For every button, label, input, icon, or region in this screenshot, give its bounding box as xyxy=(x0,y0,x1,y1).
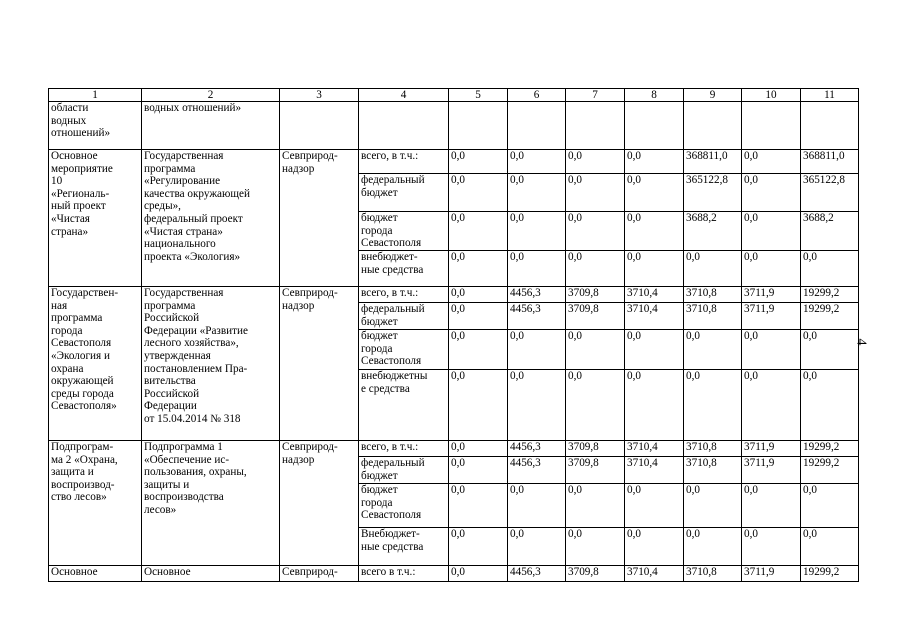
header-cell: 9 xyxy=(684,89,742,102)
row-name-cell: Подпрограм- ма 2 «Охрана, защита и воспроизвод- ство лесов» xyxy=(49,441,142,566)
funding-source-cell: бюджет города Севастополя xyxy=(359,330,449,370)
funding-source-cell: внебюджетны е средства xyxy=(359,370,449,441)
value-cell: 0,0 xyxy=(449,150,508,174)
program-cell: Государственная программа Российской Федерации «Развитие лесного хозяйства», утвержденная постановлением Пра- вительства Российской Федерации от 15.04.2014 № 318 xyxy=(142,287,280,441)
value-cell: 0,0 xyxy=(625,251,684,287)
value-cell: 3711,9 xyxy=(742,441,801,457)
value-cell: 0,0 xyxy=(449,457,508,484)
value-cell: 0,0 xyxy=(801,484,859,528)
value-cell: 0,0 xyxy=(449,174,508,212)
header-cell: 1 xyxy=(49,89,142,102)
value-cell: 0,0 xyxy=(566,484,625,528)
value-cell: 0,0 xyxy=(684,528,742,566)
value-cell: 3710,8 xyxy=(684,303,742,330)
value-cell: 0,0 xyxy=(566,251,625,287)
funding-source-cell: федеральный бюджет xyxy=(359,457,449,484)
value-cell: 3711,9 xyxy=(742,303,801,330)
value-cell: 0,0 xyxy=(801,528,859,566)
value-cell: 0,0 xyxy=(449,484,508,528)
value-cell: 0,0 xyxy=(508,484,566,528)
table-row xyxy=(49,150,859,174)
value-cell: 0,0 xyxy=(566,174,625,212)
value-cell: 0,0 xyxy=(566,150,625,174)
program-cell: Подпрограмма 1 «Обеспечение ис- пользования, охраны, защиты и воспроизводства лесов» xyxy=(142,441,280,566)
header-cell: 4 xyxy=(359,89,449,102)
executor-cell: Севприрод- xyxy=(280,566,359,582)
table-row xyxy=(49,287,859,303)
value-cell: 0,0 xyxy=(449,528,508,566)
value-cell: 0,0 xyxy=(684,330,742,370)
empty-cell xyxy=(625,102,684,150)
value-cell: 3709,8 xyxy=(566,303,625,330)
value-cell: 3710,4 xyxy=(625,457,684,484)
continuation-row xyxy=(49,102,859,150)
program-cell: Государственная программа «Регулирование качества окружающей среды», федеральный проект «Чистая страна» национального проекта «Экология» xyxy=(142,150,280,287)
executor-cell: Севприрод- надзор xyxy=(280,441,359,566)
value-cell: 3711,9 xyxy=(742,566,801,582)
empty-cell xyxy=(566,102,625,150)
value-cell: 19299,2 xyxy=(801,566,859,582)
header-cell: 3 xyxy=(280,89,359,102)
value-cell: 0,0 xyxy=(801,370,859,441)
value-cell: 3710,8 xyxy=(684,457,742,484)
header-row xyxy=(49,89,859,102)
funding-source-cell: федеральный бюджет xyxy=(359,174,449,212)
empty-cell xyxy=(280,102,359,150)
empty-cell xyxy=(508,102,566,150)
value-cell: 3710,8 xyxy=(684,566,742,582)
value-cell: 0,0 xyxy=(742,370,801,441)
value-cell: 0,0 xyxy=(449,370,508,441)
value-cell: 0,0 xyxy=(449,251,508,287)
value-cell: 0,0 xyxy=(449,441,508,457)
funding-source-cell: бюджет города Севастополя xyxy=(359,212,449,251)
value-cell: 0,0 xyxy=(449,303,508,330)
value-cell: 0,0 xyxy=(449,212,508,251)
header-cell: 6 xyxy=(508,89,566,102)
empty-cell xyxy=(684,102,742,150)
executor-cell: Севприрод- надзор xyxy=(280,287,359,441)
value-cell: 365122,8 xyxy=(801,174,859,212)
page-number: 4 xyxy=(853,338,869,346)
value-cell: 19299,2 xyxy=(801,287,859,303)
value-cell: 19299,2 xyxy=(801,441,859,457)
value-cell: 3710,4 xyxy=(625,441,684,457)
row-name-cell: Основное xyxy=(49,566,142,582)
value-cell: 3709,8 xyxy=(566,287,625,303)
value-cell: 3711,9 xyxy=(742,287,801,303)
value-cell: 365122,8 xyxy=(684,174,742,212)
value-cell: 4456,3 xyxy=(508,303,566,330)
continuation-name: области водных отношений» xyxy=(49,102,142,150)
value-cell: 3709,8 xyxy=(566,441,625,457)
value-cell: 0,0 xyxy=(508,330,566,370)
table-row xyxy=(49,566,859,582)
table-row xyxy=(49,441,859,457)
funding-source-cell: всего, в т.ч.: xyxy=(359,287,449,303)
funding-source-cell: бюджет города Севастополя xyxy=(359,484,449,528)
value-cell: 3711,9 xyxy=(742,457,801,484)
header-cell: 10 xyxy=(742,89,801,102)
value-cell: 0,0 xyxy=(508,370,566,441)
empty-cell xyxy=(801,102,859,150)
value-cell: 0,0 xyxy=(566,370,625,441)
value-cell: 0,0 xyxy=(742,150,801,174)
value-cell: 3710,8 xyxy=(684,441,742,457)
funding-source-cell: всего, в т.ч.: xyxy=(359,441,449,457)
value-cell: 0,0 xyxy=(742,174,801,212)
value-cell: 0,0 xyxy=(508,150,566,174)
header-cell: 2 xyxy=(142,89,280,102)
value-cell: 0,0 xyxy=(801,330,859,370)
value-cell: 0,0 xyxy=(742,528,801,566)
value-cell: 0,0 xyxy=(742,212,801,251)
value-cell: 4456,3 xyxy=(508,566,566,582)
value-cell: 0,0 xyxy=(449,330,508,370)
value-cell: 3688,2 xyxy=(801,212,859,251)
value-cell: 0,0 xyxy=(566,212,625,251)
row-name-cell: Основное мероприятие 10 «Региональ- ный проект «Чистая страна» xyxy=(49,150,142,287)
value-cell: 3688,2 xyxy=(684,212,742,251)
funding-source-cell: всего, в т.ч.: xyxy=(359,150,449,174)
value-cell: 0,0 xyxy=(684,370,742,441)
value-cell: 0,0 xyxy=(625,330,684,370)
value-cell: 0,0 xyxy=(801,251,859,287)
funding-source-cell: федеральный бюджет xyxy=(359,303,449,330)
value-cell: 0,0 xyxy=(566,330,625,370)
continuation-program: водных отношений» xyxy=(142,102,280,150)
header-cell: 8 xyxy=(625,89,684,102)
executor-cell: Севприрод- надзор xyxy=(280,150,359,287)
funding-source-cell: внебюджет- ные средства xyxy=(359,251,449,287)
empty-cell xyxy=(742,102,801,150)
value-cell: 4456,3 xyxy=(508,287,566,303)
value-cell: 3710,8 xyxy=(684,287,742,303)
empty-cell xyxy=(449,102,508,150)
value-cell: 0,0 xyxy=(625,528,684,566)
value-cell: 3710,4 xyxy=(625,566,684,582)
value-cell: 4456,3 xyxy=(508,441,566,457)
value-cell: 3710,4 xyxy=(625,287,684,303)
value-cell: 0,0 xyxy=(625,150,684,174)
value-cell: 0,0 xyxy=(742,330,801,370)
value-cell: 0,0 xyxy=(625,370,684,441)
value-cell: 0,0 xyxy=(508,212,566,251)
value-cell: 368811,0 xyxy=(684,150,742,174)
value-cell: 0,0 xyxy=(625,484,684,528)
value-cell: 0,0 xyxy=(449,287,508,303)
value-cell: 0,0 xyxy=(684,251,742,287)
value-cell: 0,0 xyxy=(742,251,801,287)
value-cell: 0,0 xyxy=(508,251,566,287)
value-cell: 3709,8 xyxy=(566,457,625,484)
funding-source-cell: Внебюджет- ные средства xyxy=(359,528,449,566)
value-cell: 0,0 xyxy=(625,212,684,251)
value-cell: 4456,3 xyxy=(508,457,566,484)
value-cell: 19299,2 xyxy=(801,303,859,330)
row-name-cell: Государствен- ная программа города Севастополя «Экология и охрана окружающей среды города Севастополя» xyxy=(49,287,142,441)
value-cell: 0,0 xyxy=(742,484,801,528)
value-cell: 0,0 xyxy=(508,174,566,212)
program-cell: Основное xyxy=(142,566,280,582)
empty-cell xyxy=(359,102,449,150)
value-cell: 0,0 xyxy=(566,528,625,566)
value-cell: 0,0 xyxy=(625,174,684,212)
value-cell: 0,0 xyxy=(508,528,566,566)
header-cell: 5 xyxy=(449,89,508,102)
value-cell: 368811,0 xyxy=(801,150,859,174)
value-cell: 0,0 xyxy=(449,566,508,582)
budget-table xyxy=(48,88,859,582)
header-cell: 7 xyxy=(566,89,625,102)
value-cell: 0,0 xyxy=(684,484,742,528)
value-cell: 3709,8 xyxy=(566,566,625,582)
header-cell: 11 xyxy=(801,89,859,102)
value-cell: 3710,4 xyxy=(625,303,684,330)
funding-source-cell: всего в т.ч.: xyxy=(359,566,449,582)
value-cell: 19299,2 xyxy=(801,457,859,484)
